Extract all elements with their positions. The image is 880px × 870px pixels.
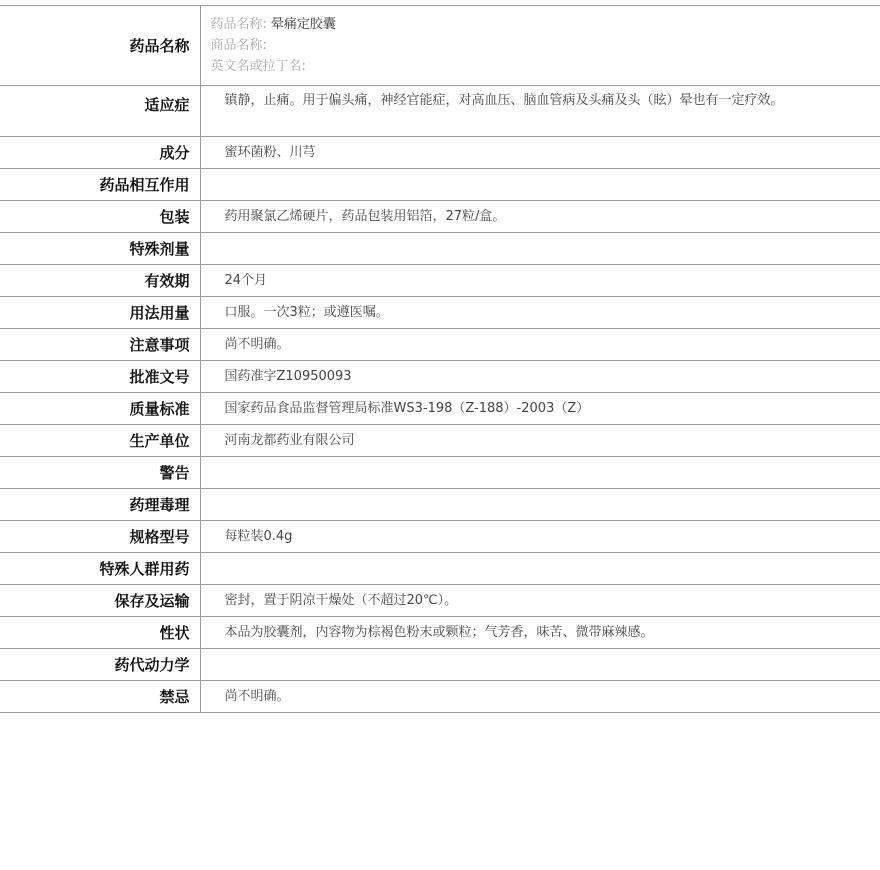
- info-row: [0, 201, 880, 233]
- row-label: 性状: [0, 617, 200, 649]
- info-row: [0, 553, 880, 585]
- row-value: 口服。一次3粒；或遵医嘱。: [224, 304, 389, 320]
- generic-name-line: [211, 14, 871, 35]
- row-value: 密封，置于阴凉干燥处（不超过20℃）。: [224, 592, 458, 608]
- info-row: [0, 521, 880, 553]
- row-label: 批准文号: [0, 361, 200, 393]
- row-value: 本品为胶囊剂，内容物为棕褐色粉末或颗粒；气芳香，味苦、微带麻辣感。: [224, 624, 654, 640]
- row-value: [200, 489, 880, 521]
- info-row: [0, 86, 880, 137]
- row-label: 注意事项: [0, 329, 200, 361]
- row-value: [200, 649, 880, 681]
- info-row: [0, 233, 880, 265]
- row-value: 蜜环菌粉、川芎: [224, 144, 316, 160]
- row-label: 药代动力学: [0, 649, 200, 681]
- info-row: [0, 617, 880, 649]
- row-value: [200, 169, 880, 201]
- row-label: 药理毒理: [0, 489, 200, 521]
- trade-name-line: [211, 35, 871, 56]
- row-label: 规格型号: [0, 521, 200, 553]
- row-value: [200, 457, 880, 489]
- info-row: [0, 393, 880, 425]
- info-row: [0, 489, 880, 521]
- row-label: 有效期: [0, 265, 200, 297]
- row-label: 包装: [0, 201, 200, 233]
- row-value: 药用聚氯乙烯硬片，药品包装用铝箔，27粒/盒。: [224, 208, 506, 224]
- row-label: 生产单位: [0, 425, 200, 457]
- info-row: [0, 361, 880, 393]
- info-row: [0, 137, 880, 169]
- row-label: 保存及运输: [0, 585, 200, 617]
- row-label: 药品名称: [0, 6, 200, 86]
- row-value: 尚不明确。: [224, 688, 290, 704]
- english-name-key: 英文名或拉丁名:: [210, 59, 306, 74]
- row-value: 每粒装0.4g: [224, 528, 293, 544]
- info-row: [0, 329, 880, 361]
- row-label: 禁忌: [0, 681, 200, 713]
- info-row: [0, 585, 880, 617]
- info-row: [0, 425, 880, 457]
- trade-name-key: 商品名称:: [210, 38, 267, 53]
- english-name-line: [211, 56, 871, 77]
- row-value: 国家药品食品监督管理局标准WS3-198（Z-188）-2003（Z）: [224, 400, 590, 416]
- row-label: 药品相互作用: [0, 169, 200, 201]
- info-row: [0, 297, 880, 329]
- row-label: 质量标准: [0, 393, 200, 425]
- info-row: [0, 265, 880, 297]
- row-value: 24个月: [224, 272, 268, 288]
- row-value: [200, 233, 880, 265]
- generic-name-value: 晕痛定胶囊: [270, 17, 336, 32]
- row-label: 警告: [0, 457, 200, 489]
- row-label: 适应症: [0, 86, 200, 137]
- info-row: [0, 457, 880, 489]
- row-value: 河南龙都药业有限公司: [224, 432, 355, 448]
- info-row: [0, 681, 880, 713]
- row-value: 尚不明确。: [224, 336, 290, 352]
- drug-info-sheet: [0, 5, 880, 713]
- row-label: 特殊人群用药: [0, 553, 200, 585]
- row-label: 用法用量: [0, 297, 200, 329]
- drug-info-table: [0, 5, 880, 713]
- generic-name-key: 药品名称:: [210, 17, 267, 32]
- row-label: 特殊剂量: [0, 233, 200, 265]
- info-row: [0, 169, 880, 201]
- info-row: [0, 649, 880, 681]
- row-value: 镇静，止痛。用于偏头痛，神经官能症，对高血压、脑血管病及头痛及头（眩）晕也有一定疗效。: [224, 93, 784, 108]
- row-value: 国药准字Z10950093: [224, 368, 352, 384]
- row-value: [200, 6, 880, 86]
- row-label: 成分: [0, 137, 200, 169]
- row-value: [200, 553, 880, 585]
- row-drug-name: [0, 6, 880, 86]
